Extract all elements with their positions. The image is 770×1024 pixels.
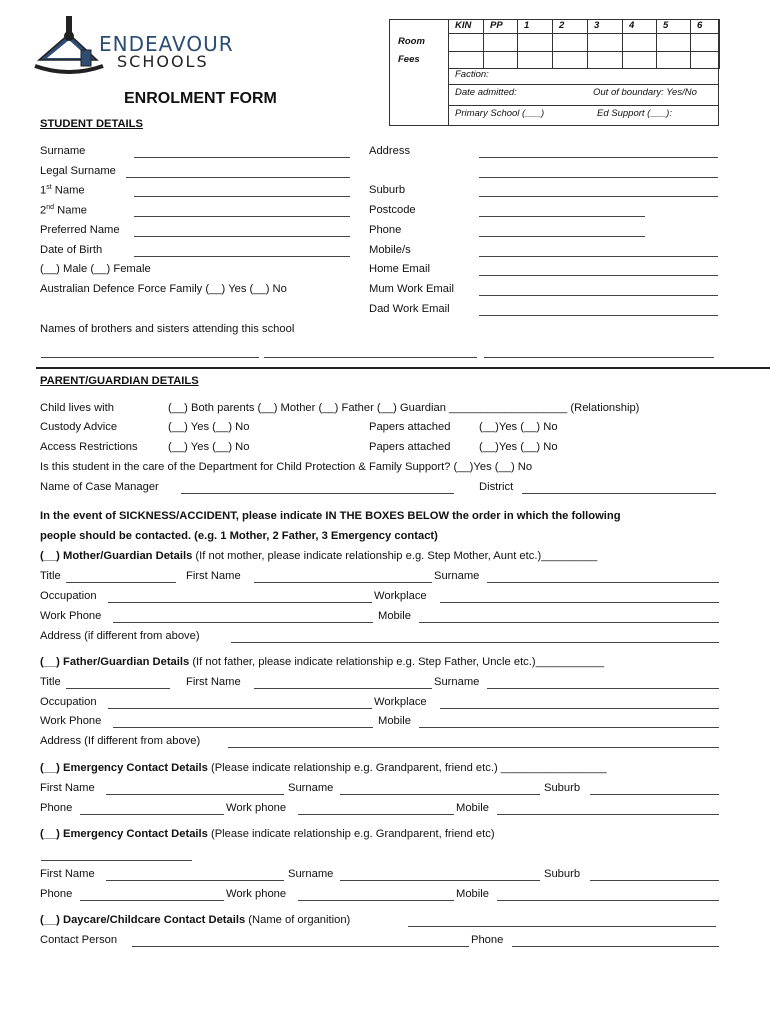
emergency1-first-name-field[interactable] bbox=[106, 794, 284, 795]
faction-cell bbox=[448, 67, 719, 85]
emergency2-mobile-label: Mobile bbox=[456, 888, 489, 900]
address-field-2[interactable] bbox=[479, 177, 718, 178]
papers-options-2[interactable]: (__)Yes (__) No bbox=[479, 441, 558, 453]
mother-first-name-field[interactable] bbox=[254, 582, 432, 583]
mother-heading[interactable]: (__) Mother/Guardian Details (If not mother, please indicate relationship e.g. Step Mother, Aunt etc.)_________ bbox=[40, 550, 598, 562]
mum-email-field[interactable] bbox=[479, 295, 718, 296]
papers-options-1[interactable]: (__)Yes (__) No bbox=[479, 421, 558, 433]
father-workplace-label: Workplace bbox=[374, 696, 427, 708]
mother-first-name-label: First Name bbox=[186, 570, 241, 582]
year-grid-cell[interactable] bbox=[622, 33, 657, 52]
primary-school-label: Primary School (___) bbox=[455, 108, 545, 119]
father-first-name-label: First Name bbox=[186, 676, 241, 688]
year-header-label: 2 bbox=[559, 20, 565, 31]
mother-occupation-field[interactable] bbox=[108, 602, 372, 603]
mum-email-label: Mum Work Email bbox=[369, 283, 454, 295]
emergency-heading-2[interactable]: (__) Emergency Contact Details (Please indicate relationship e.g. Grandparent, friend etc) bbox=[40, 828, 495, 840]
father-occupation-field[interactable] bbox=[108, 708, 372, 709]
legal-surname-field[interactable] bbox=[126, 177, 350, 178]
siblings-label: Names of brothers and sisters attending this school bbox=[40, 323, 295, 335]
mother-occupation-label: Occupation bbox=[40, 590, 97, 602]
home-email-label: Home Email bbox=[369, 263, 430, 275]
emergency1-phone-field[interactable] bbox=[80, 814, 224, 815]
father-heading[interactable]: (__) Father/Guardian Details (If not father, please indicate relationship e.g. Step Father, Uncle etc.)___________ bbox=[40, 656, 605, 668]
emergency1-surname-field[interactable] bbox=[340, 794, 540, 795]
mobile-label: Mobile/s bbox=[369, 244, 411, 256]
father-surname-label: Surname bbox=[434, 676, 480, 688]
dob-label: Date of Birth bbox=[40, 244, 103, 256]
father-title-label: Title bbox=[40, 676, 61, 688]
adf-options[interactable]: Australian Defence Force Family (__) Yes (__) No bbox=[40, 283, 287, 295]
year-header-cell bbox=[483, 19, 518, 34]
father-occupation-label: Occupation bbox=[40, 696, 97, 708]
boundary-label: Out of boundary: Yes/No bbox=[593, 87, 697, 98]
mother-mobile-field[interactable] bbox=[419, 622, 719, 623]
emergency2-suburb-field[interactable] bbox=[590, 880, 719, 881]
postcode-field[interactable] bbox=[479, 216, 645, 217]
logo-text-1: ENDEAVOUR bbox=[99, 32, 234, 56]
father-first-name-field[interactable] bbox=[254, 688, 432, 689]
daycare-organisation-field[interactable] bbox=[408, 926, 716, 927]
emergency1-phone-label: Phone bbox=[40, 802, 73, 814]
sibling-field-2[interactable] bbox=[264, 357, 477, 358]
year-grid-cell[interactable] bbox=[517, 33, 553, 52]
phone-label: Phone bbox=[369, 224, 402, 236]
year-header-cell bbox=[448, 19, 484, 34]
parent-details-heading: PARENT/GUARDIAN DETAILS bbox=[40, 375, 199, 387]
contact-instructions-1: In the event of SICKNESS/ACCIDENT, please indicate IN THE BOXES BELOW the order in which the following bbox=[40, 510, 621, 522]
second-name-field[interactable] bbox=[134, 216, 350, 217]
emergency-heading-1[interactable]: (__) Emergency Contact Details (Please indicate relationship e.g. Grandparent, friend etc.) _________________ bbox=[40, 762, 607, 774]
lives-with-options[interactable]: (__) Both parents (__) Mother (__) Father (__) Guardian ___________________ (Relationship) bbox=[168, 402, 640, 414]
daycare-phone-label: Phone bbox=[471, 934, 504, 946]
case-manager-label: Name of Case Manager bbox=[40, 481, 159, 493]
year-header-label: 6 bbox=[697, 20, 703, 31]
year-header-cell bbox=[587, 19, 623, 34]
year-grid-cell[interactable] bbox=[448, 33, 484, 52]
daycare-heading[interactable]: (__) Daycare/Childcare Contact Details (Name of organition) bbox=[40, 914, 351, 926]
date-admitted-cell bbox=[448, 84, 719, 106]
mother-address-field[interactable] bbox=[231, 642, 719, 643]
address-label: Address bbox=[369, 145, 411, 157]
district-label: District bbox=[479, 481, 514, 493]
year-grid-cell[interactable] bbox=[552, 33, 588, 52]
emergency2-first-name-label: First Name bbox=[40, 868, 95, 880]
daycare-phone-field[interactable] bbox=[512, 946, 719, 947]
phone-field[interactable] bbox=[479, 236, 645, 237]
dob-field[interactable] bbox=[134, 256, 350, 257]
dad-email-field[interactable] bbox=[479, 315, 718, 316]
sibling-field-1[interactable] bbox=[41, 357, 259, 358]
year-header-label: 1 bbox=[524, 20, 530, 31]
postcode-label: Postcode bbox=[369, 204, 416, 216]
preferred-name-field[interactable] bbox=[134, 236, 350, 237]
year-header-cell bbox=[622, 19, 657, 34]
first-name-label: 1st Name bbox=[40, 184, 85, 197]
emergency1-surname-label: Surname bbox=[288, 782, 334, 794]
emergency1-mobile-label: Mobile bbox=[456, 802, 489, 814]
fees-label: Fees bbox=[398, 54, 420, 65]
papers-label-1: Papers attached bbox=[369, 421, 451, 433]
year-grid-cell[interactable] bbox=[656, 33, 691, 52]
access-options[interactable]: (__) Yes (__) No bbox=[168, 441, 250, 453]
year-grid-cell[interactable] bbox=[690, 33, 720, 52]
emergency2-first-name-field[interactable] bbox=[106, 880, 284, 881]
year-header-cell bbox=[552, 19, 588, 34]
year-header-label: 4 bbox=[629, 20, 635, 31]
contact-instructions-2: people should be contacted. (e.g. 1 Mother, 2 Father, 3 Emergency contact) bbox=[40, 530, 438, 542]
section-divider bbox=[36, 367, 770, 369]
father-workplace-field[interactable] bbox=[440, 708, 719, 709]
mother-work-phone-field[interactable] bbox=[113, 622, 373, 623]
mother-workplace-field[interactable] bbox=[440, 602, 719, 603]
emergency1-work-phone-field[interactable] bbox=[298, 814, 454, 815]
surname-field[interactable] bbox=[134, 157, 350, 158]
address-field-1[interactable] bbox=[479, 157, 718, 158]
emergency2-work-phone-label: Work phone bbox=[226, 888, 287, 900]
ed-support-label: Ed Support (___): bbox=[597, 108, 672, 119]
emergency1-suburb-field[interactable] bbox=[590, 794, 719, 795]
emergency2-phone-field[interactable] bbox=[80, 900, 224, 901]
dad-email-label: Dad Work Email bbox=[369, 303, 450, 315]
logo-text-2: SCHOOLS bbox=[117, 52, 209, 71]
student-details-heading: STUDENT DETAILS bbox=[40, 118, 143, 130]
father-title-field[interactable] bbox=[66, 688, 170, 689]
year-header-cell bbox=[690, 19, 720, 34]
father-address-label: Address (If different from above) bbox=[40, 735, 201, 747]
suburb-label: Suburb bbox=[369, 184, 406, 196]
sibling-field-3[interactable] bbox=[484, 357, 714, 358]
district-field[interactable] bbox=[522, 493, 716, 494]
custody-label: Custody Advice bbox=[40, 421, 118, 433]
year-header-label: KIN bbox=[455, 20, 472, 31]
father-mobile-label: Mobile bbox=[378, 715, 411, 727]
father-work-phone-label: Work Phone bbox=[40, 715, 102, 727]
custody-options[interactable]: (__) Yes (__) No bbox=[168, 421, 250, 433]
contact-person-field[interactable] bbox=[132, 946, 469, 947]
gender-options[interactable]: (__) Male (__) Female bbox=[40, 263, 151, 275]
faction-label: Faction: bbox=[455, 69, 489, 80]
father-address-field[interactable] bbox=[228, 747, 719, 748]
year-header-label: 3 bbox=[594, 20, 600, 31]
mobile-field[interactable] bbox=[479, 256, 718, 257]
surname-label: Surname bbox=[40, 145, 86, 157]
emergency2-surname-field[interactable] bbox=[340, 880, 540, 881]
date-admitted-label: Date admitted: bbox=[455, 87, 517, 98]
year-grid-cell[interactable] bbox=[483, 33, 518, 52]
year-header-label: PP bbox=[490, 20, 503, 31]
mother-title-field[interactable] bbox=[66, 582, 176, 583]
mother-work-phone-label: Work Phone bbox=[40, 610, 102, 622]
mother-mobile-label: Mobile bbox=[378, 610, 411, 622]
emergency1-suburb-label: Suburb bbox=[544, 782, 581, 794]
father-work-phone-field[interactable] bbox=[113, 727, 373, 728]
father-surname-field[interactable] bbox=[487, 688, 719, 689]
emergency2-phone-label: Phone bbox=[40, 888, 73, 900]
emergency2-suburb-label: Suburb bbox=[544, 868, 581, 880]
year-header-label: 5 bbox=[663, 20, 669, 31]
preferred-name-label: Preferred Name bbox=[40, 224, 120, 236]
room-label: Room bbox=[398, 36, 425, 47]
access-label: Access Restrictions bbox=[40, 441, 138, 453]
legal-surname-label: Legal Surname bbox=[40, 165, 116, 177]
second-name-label: 2nd Name bbox=[40, 204, 87, 217]
emergency1-mobile-field[interactable] bbox=[497, 814, 719, 815]
mother-address-label: Address (if different from above) bbox=[40, 630, 200, 642]
mother-surname-field[interactable] bbox=[487, 582, 719, 583]
emergency2-relationship-field[interactable] bbox=[41, 860, 192, 861]
sextant-icon bbox=[33, 14, 105, 74]
mother-surname-label: Surname bbox=[434, 570, 480, 582]
emergency1-work-phone-label: Work phone bbox=[226, 802, 287, 814]
year-header-cell bbox=[656, 19, 691, 34]
year-header-cell bbox=[517, 19, 553, 34]
home-email-field[interactable] bbox=[479, 275, 718, 276]
case-manager-field[interactable] bbox=[181, 493, 454, 494]
contact-person-label: Contact Person bbox=[40, 934, 118, 946]
emergency1-first-name-label: First Name bbox=[40, 782, 95, 794]
year-grid-cell[interactable] bbox=[587, 33, 623, 52]
cpfs-question[interactable]: Is this student in the care of the Department for Child Protection & Family Support? (__)Yes (__) No bbox=[40, 461, 533, 473]
emergency2-work-phone-field[interactable] bbox=[298, 900, 454, 901]
emergency2-mobile-field[interactable] bbox=[497, 900, 719, 901]
school-logo bbox=[33, 14, 263, 76]
first-name-field[interactable] bbox=[134, 196, 350, 197]
mother-workplace-label: Workplace bbox=[374, 590, 427, 602]
papers-label-2: Papers attached bbox=[369, 441, 451, 453]
suburb-field[interactable] bbox=[479, 196, 718, 197]
lives-with-label: Child lives with bbox=[40, 402, 114, 414]
emergency2-surname-label: Surname bbox=[288, 868, 334, 880]
primary-school-cell bbox=[448, 105, 719, 126]
father-mobile-field[interactable] bbox=[419, 727, 719, 728]
form-title: ENROLMENT FORM bbox=[124, 90, 277, 107]
mother-title-label: Title bbox=[40, 570, 61, 582]
